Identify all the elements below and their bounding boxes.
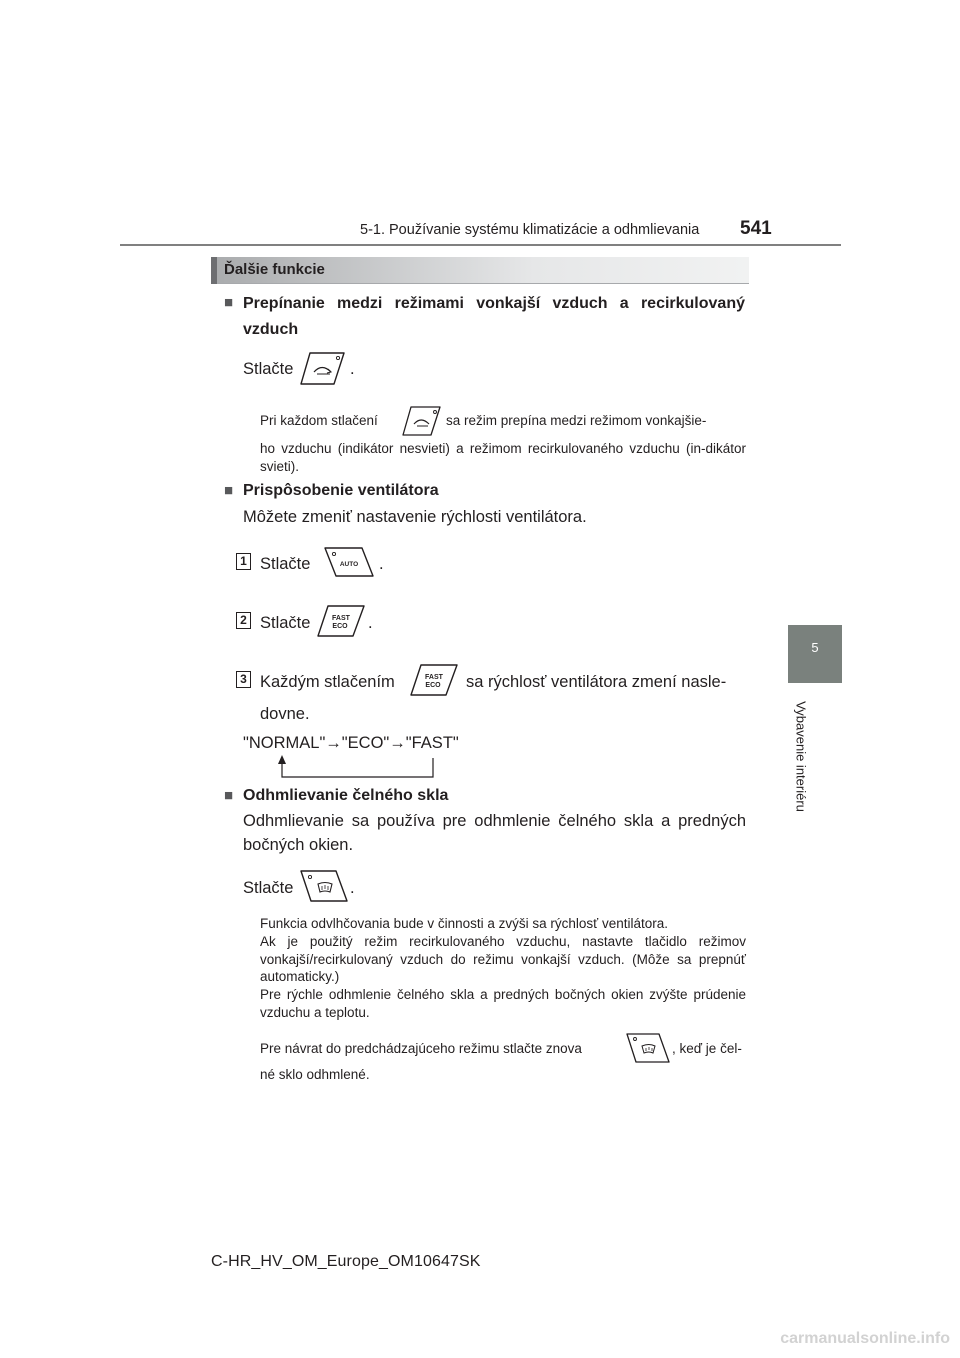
step-number-1: 1: [236, 553, 251, 570]
fan-heading: Prispôsobenie ventilátora: [243, 482, 439, 499]
auto-button-icon: [322, 545, 376, 579]
cycle-arrow-icon: [274, 752, 440, 782]
recirc-heading: Prepínanie medzi režimami vonkajší vzduch a recirkulovaný vzduch: [243, 295, 745, 338]
defog-note-1: Funkcia odvlhčovania bude v činnosti a zvýši sa rýchlosť ventilátora.: [260, 916, 669, 931]
windshield-defog-button-icon: [624, 1031, 672, 1065]
step-3-text-b: sa rýchlosť ventilátora zmení nasle-: [466, 673, 727, 691]
recirc-note-a: Pri každom stlačení: [260, 413, 378, 428]
defog-note-4c: né sklo odhmlené.: [260, 1067, 370, 1082]
defog-note-4b: , keď je čel-: [672, 1041, 742, 1056]
header-section-title: 5-1. Používanie systému klimatizácie a odhmlievania: [360, 222, 700, 238]
auto-label: AUTO: [339, 561, 359, 568]
bullet-icon: ■: [224, 787, 234, 804]
eco-label: ECO: [332, 623, 348, 630]
defog-note-2: Ak je použitý režim recirkulovaného vzduchu, nastavte tlačidlo režimov vonkajší/recirkulovaný vzduch do režimu vonkajší vzduch. (Môže sa prepnúť automaticky.): [260, 934, 746, 984]
step-3-text-c: dovne.: [260, 705, 310, 723]
footer-doc-id: C-HR_HV_OM_Europe_OM10647SK: [211, 1253, 481, 1270]
page-number: 541: [740, 218, 772, 239]
recirc-press-text: Stlačte: [243, 360, 294, 378]
chapter-number: 5: [811, 640, 819, 655]
step-1-text: Stlačte: [260, 555, 311, 573]
fast-label: FAST: [332, 615, 350, 622]
bullet-icon: ■: [224, 482, 234, 499]
defog-intro: Odhmlievanie sa používa pre odhmlenie čelného skla a predných bočných okien.: [243, 812, 746, 854]
recirc-note-b: sa režim prepína medzi režimom vonkajšie-: [446, 413, 707, 428]
defog-press-text: Stlačte: [243, 879, 294, 897]
recirc-press-end: .: [350, 360, 355, 378]
defog-note-4a: Pre návrat do predchádzajúceho režimu stlačte znova: [260, 1041, 582, 1056]
step-2-text: Stlačte: [260, 614, 311, 632]
recirculation-button-icon: [400, 404, 444, 438]
defog-press-end: .: [350, 879, 355, 897]
windshield-defog-button-icon: [298, 868, 350, 904]
fast-eco-button-icon: [315, 603, 367, 639]
step-number-2: 2: [236, 612, 251, 629]
bullet-icon: ■: [224, 294, 234, 311]
defog-heading: Odhmlievanie čelného skla: [243, 787, 449, 804]
chapter-label: Vybavenie interiéru: [793, 701, 809, 812]
step-3-text-a: Každým stlačením: [260, 673, 395, 691]
fan-sequence: "NORMAL"→"ECO"→"FAST": [243, 734, 459, 752]
step-2-end: .: [368, 614, 373, 632]
step-1-end: .: [379, 555, 384, 573]
recirc-note-c: ho vzduchu (indikátor nesvieti) a režimom recirkulovaného vzduchu (in-dikátor svieti).: [260, 441, 746, 474]
section-title: Ďalšie funkcie: [224, 261, 325, 278]
eco-label: ECO: [425, 682, 441, 689]
header-rule: [120, 244, 841, 246]
watermark: carmanualsonline.info: [780, 1330, 950, 1347]
fast-eco-button-icon: [408, 662, 460, 698]
recirculation-button-icon: [298, 350, 348, 386]
step-number-3: 3: [236, 671, 251, 688]
fast-label: FAST: [425, 674, 443, 681]
defog-note-3: Pre rýchle odhmlenie čelného skla a predných bočných okien zvýšte prúdenie vzduchu a teplotu.: [260, 987, 746, 1020]
section-bar-mark: [211, 257, 217, 284]
fan-intro: Môžete zmeniť nastavenie rýchlosti ventilátora.: [243, 508, 587, 526]
